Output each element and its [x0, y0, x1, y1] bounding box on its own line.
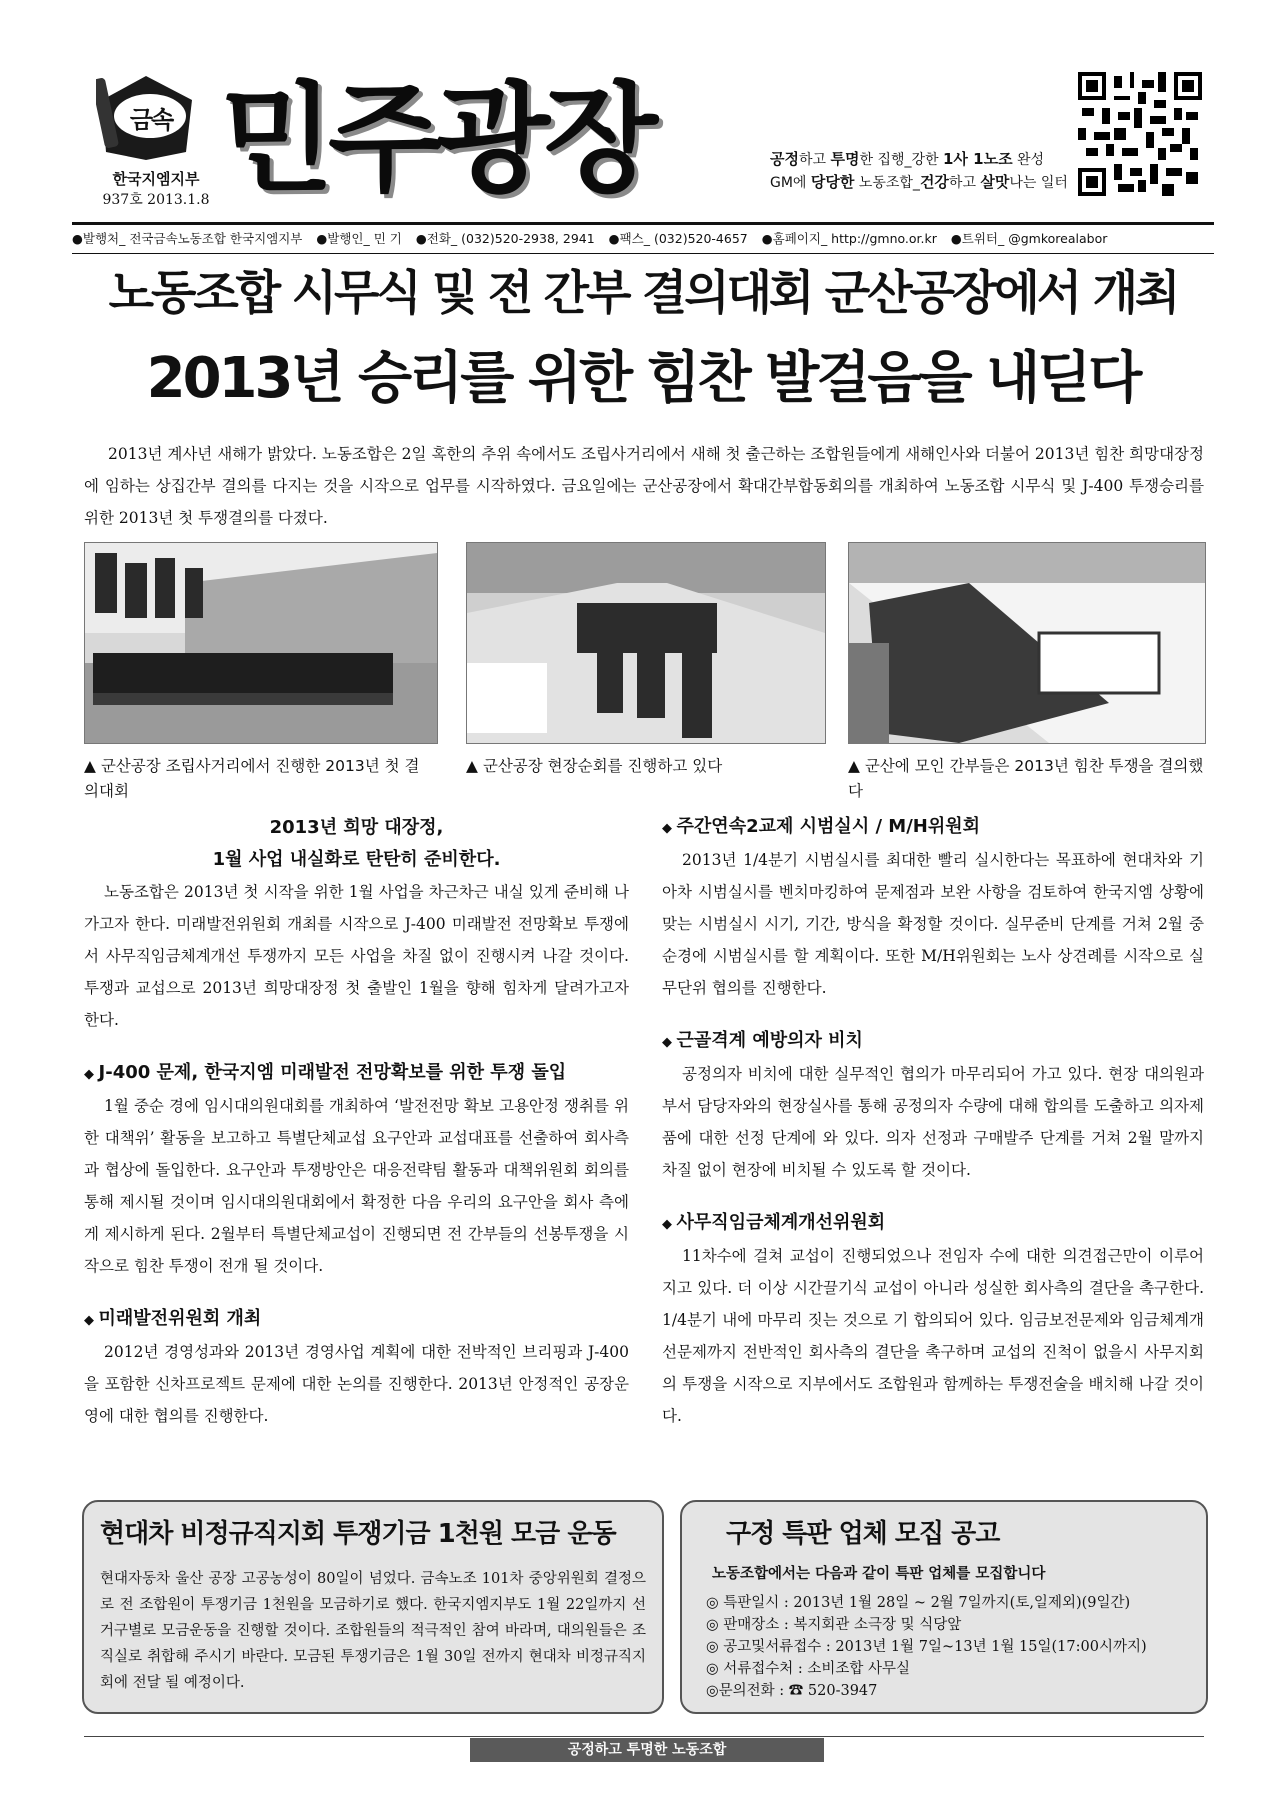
logo-text: 금속	[129, 106, 173, 134]
slogan	[770, 148, 1090, 194]
qr-code-icon[interactable]	[1078, 72, 1202, 196]
publisher: ●발행처_ 전국금속노동조합 한국지엠지부	[72, 231, 303, 246]
section-two-shift-body: 2013년 1/4분기 시범실시를 최대한 빨리 실시한다는 목표하에 현대차와 기아차 시범실시를 벤치마킹하여 문제점과 보완 사항을 검토하여 한국지엠 상황에 맞는 시범실시 시기, 기간, 방식을 확정할 것이다. 실무준비 단계를 거쳐 2월 중순경에 시범실시를 할 계획이다. 또한 M/H위원회는 노사 상견례를 시작으로 실무단위 협의를 진행한다.	[662, 851, 1204, 997]
headline-line-2: 2013년 승리를 위한 힘찬 발걸음을 내딛다	[146, 346, 1140, 411]
notice-item-period: ◎ 특판일시 : 2013년 1월 28일 ~ 2월 7일까지(토,일제외)(9일간)	[706, 1595, 1131, 1611]
branch-name: 한국지엠지부	[112, 170, 200, 188]
photo-cadres-gathered	[848, 542, 1206, 744]
intro-title-2: 1월 사업 내실화로 탄탄히 준비한다.	[212, 849, 501, 870]
photo-caption-2: ▲ 군산공장 현장순회를 진행하고 있다	[466, 757, 723, 775]
left-column	[84, 812, 629, 1432]
section-future-committee-body: 2012년 경영성과와 2013년 경영사업 계획에 대한 전박적인 브리핑과 J-400을 포함한 신차프로젝트 문제에 대한 논의를 진행한다. 2013년 안정적인 공장운영에 대한 협의를 진행한다.	[84, 1343, 629, 1425]
editor: ●발행인_ 민 기	[316, 231, 402, 246]
notice-item-submission: ◎ 공고및서류접수 : 2013년 1월 7일~13년 1월 15일(17:00시까지)	[706, 1639, 1147, 1655]
fundraising-title: 현대차 비정규직지회 투쟁기금 1천원 모금 운동	[100, 1519, 616, 1549]
intro-title-1: 2013년 희망 대장정,	[269, 817, 444, 838]
section-office-wage-title: ◆ 사무직임금체계개선위원회	[662, 1208, 1204, 1240]
fundraising-body: 현대자동차 울산 공장 고공농성이 80일이 넘었다. 금속노조 101차 중앙위원회 결정으로 전 조합원이 투쟁기금 1천원을 모금하기로 했다. 한국지엠지부도 1월 22일까지 선거구별로 모금운동을 진행할 것이다. 조합원들의 적극적인 참여 바라며, 대의원들은 조직실로 취합해 주시기 바란다. 모금된 투쟁기금은 1월 30일 전까지 현대차 비정규직지회에 전달 될 예정이다.	[100, 1571, 646, 1691]
footer-slogan: 공정하고 투명한 노동조합	[470, 1738, 824, 1762]
photo-site-tour	[466, 542, 826, 744]
photo-caption-1: ▲ 군산공장 조립사거리에서 진행한 2013년 첫 결의대회	[84, 757, 420, 800]
section-future-committee-title: ◆ 미래발전위원회 개최	[84, 1304, 629, 1336]
notice-item-office: ◎ 서류접수처 : 소비조합 사무실	[706, 1661, 911, 1677]
homepage-link[interactable]: ●홈페이지_ http://gmno.or.kr	[761, 231, 937, 246]
intro-body: 노동조합은 2013년 첫 시작을 위한 1월 사업을 차근차근 내실 있게 준비해 나가고자 한다. 미래발전위원회 개최를 시작으로 J-400 미래발전 전망확보 투쟁에서 사무직임금체계개선 투쟁까지 모든 사업을 차질 없이 진행시켜 나갈 것이다. 투쟁과 교섭으로 2013년 희망대장정 첫 출발인 1월을 향해 힘차게 달려가고자 한다.	[84, 883, 629, 1029]
section-chair-body: 공정의자 비치에 대한 실무적인 협의가 마무리되어 가고 있다. 현장 대의원과 부서 담당자와의 현장실사를 통해 공정의자 수량에 대해 합의를 도출하고 의자제품에 대한 선정 단계에 와 있다. 의자 선정과 구매발주 단계를 거쳐 2월 말까지 차질 없이 현장에 비치될 수 있도록 할 것이다.	[662, 1065, 1204, 1179]
section-j400-title: ◆ J-400 문제, 한국지엠 미래발전 전망확보를 위한 투쟁 돌입	[84, 1058, 629, 1090]
photo-caption-3: ▲ 군산에 모인 간부들은 2013년 힘찬 투쟁을 결의했다	[848, 757, 1204, 800]
phone: ●전화_ (032)520-2938, 2941	[415, 231, 595, 246]
section-j400-body: 1월 중순 경에 임시대의원대회를 개최하여 ‘발전전망 확보 고용안정 쟁취를 위한 대책위’ 활동을 보고하고 특별단체교섭 요구안과 교섭대표를 선출하여 회사측과 협상에 돌입한다. 요구안과 투쟁방안은 대응전략팀 활동과 대책위원회 회의를 통해 제시될 것이며 임시대의원대회에서 확정한 다음 우리의 요구안을 회사 측에게 제시하게 된다. 2월부터 특별단체교섭이 진행되면 전 간부들의 선봉투쟁을 시작으로 힘찬 투쟁이 전개 될 것이다.	[84, 1097, 629, 1275]
vendor-notice-title: 구정 특판 업체 모집 공고	[726, 1519, 1000, 1549]
footer-rule	[84, 1736, 1204, 1737]
issue-number: 937호 2013.1.8	[102, 192, 210, 208]
slogan-line-1: 공정하고 투명한 집행_강한 1사 1노조 완성	[770, 150, 1045, 168]
fax: ●팩스_ (032)520-4657	[608, 231, 748, 246]
fundraising-box	[82, 1500, 664, 1714]
slogan-line-2: GM에 당당한 노동조합_건강하고 살맛나는 일터	[770, 173, 1068, 191]
section-two-shift-title: ◆ 주간연속2교제 시범실시 / M/H위원회	[662, 812, 1204, 844]
lead-paragraph: 2013년 계사년 새해가 밝았다. 노동조합은 2일 혹한의 추위 속에서도 조립사거리에서 새해 첫 출근하는 조합원들에게 새해인사와 더불어 2013년 힘찬 희망대장정에 임하는 상집간부 결의를 다지는 것을 시작으로 업무를 시작하였다. 금요일에는 군산공장에서 확대간부합동회의를 개최하여 노동조합 시무식 및 J-400 투쟁승리를 위한 2013년 첫 투쟁결의를 다졌다.	[84, 445, 1204, 527]
union-logo	[96, 70, 196, 162]
vendor-notice-box	[680, 1500, 1208, 1714]
vendor-notice-subtitle: 노동조합에서는 다음과 같이 특판 업체를 모집합니다	[712, 1566, 1046, 1582]
publication-info-bar	[72, 222, 1214, 254]
notice-item-place: ◎ 판매장소 : 복지회관 소극장 및 식당앞	[706, 1617, 962, 1633]
twitter-link[interactable]: ●트위터_ @gmkorealabor	[950, 231, 1108, 246]
headline-line-1: 노동조합 시무식 및 전 간부 결의대회 군산공장에서 개최	[108, 266, 1178, 321]
right-column	[662, 812, 1204, 1432]
section-chair-title: ◆ 근골격계 예방의자 비치	[662, 1026, 1204, 1058]
newspaper-title: 민주광장	[220, 70, 652, 208]
vendor-notice-list	[706, 1592, 1196, 1702]
section-office-wage-body: 11차수에 걸쳐 교섭이 진행되었으나 전임자 수에 대한 의견접근만이 이루어지고 있다. 더 이상 시간끌기식 교섭이 아니라 성실한 회사측의 결단을 촉구한다. 1/4분기 내에 마무리 짓는 것으로 기 합의되어 있다. 임금보전문제와 임금체계개선문제까지 전반적인 회사측의 결단을 촉구하며 교섭의 진척이 없을시 사무지회의 투쟁을 시작으로 지부에서도 조합원과 함께하는 투쟁전술을 배치해 나갈 것이다.	[662, 1247, 1204, 1425]
notice-item-phone: ◎문의전화 : ☎ 520-3947	[706, 1683, 878, 1699]
photo-rally-assembly	[84, 542, 438, 744]
